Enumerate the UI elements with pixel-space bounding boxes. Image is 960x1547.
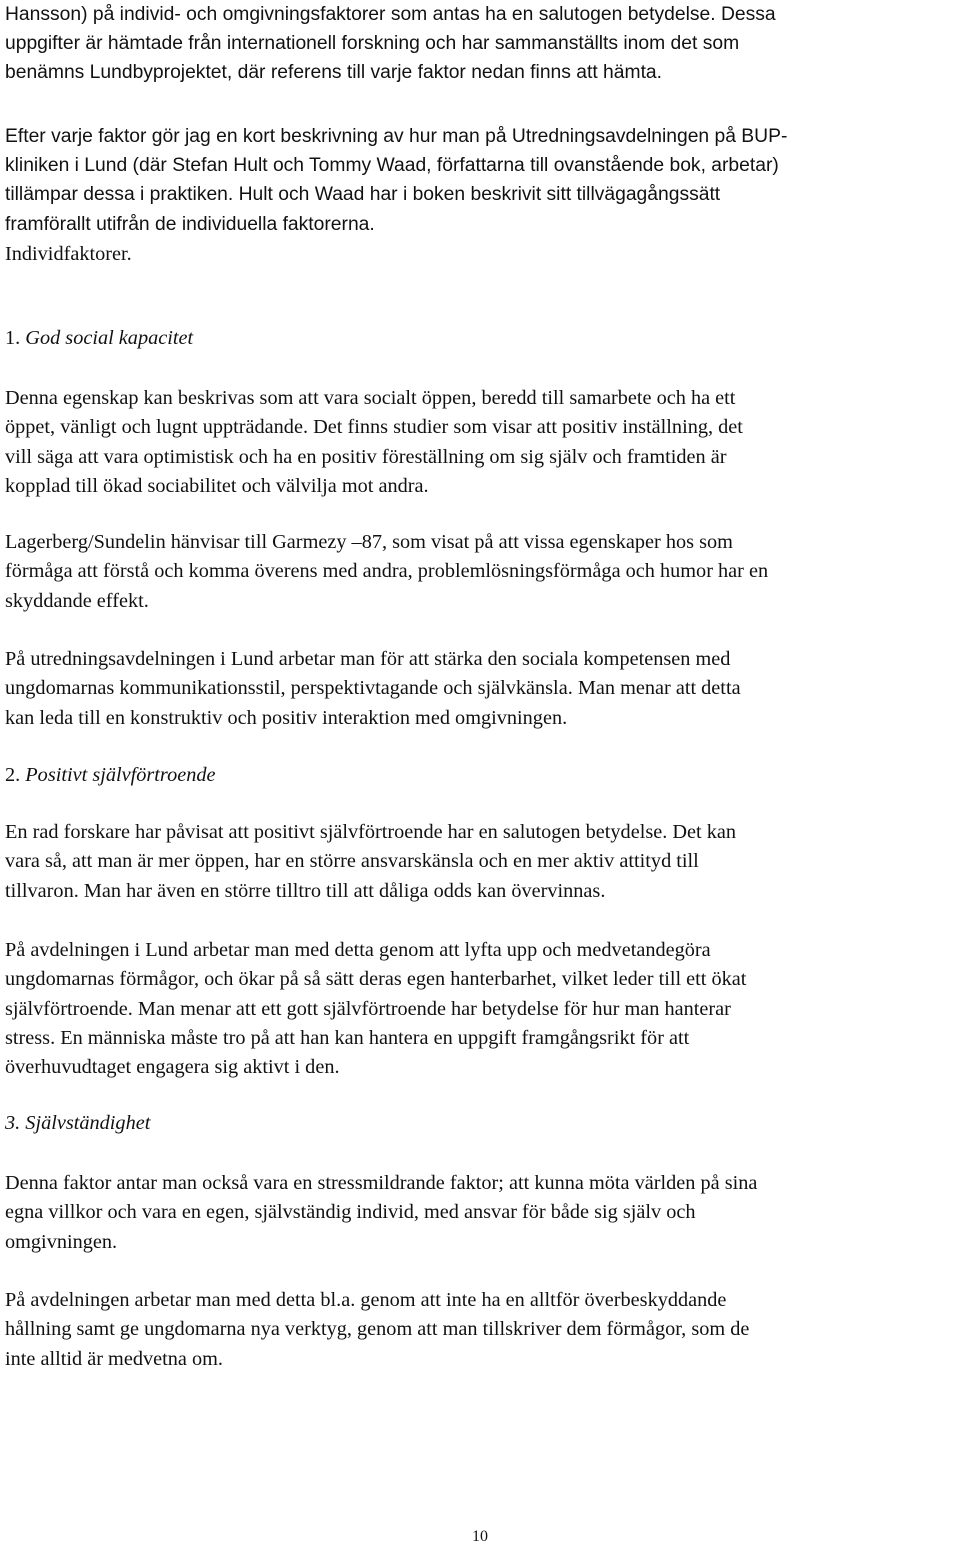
factor-number: 1. xyxy=(5,327,21,349)
text-line: kan leda till en konstruktiv och positiv interaktion med omgivningen. xyxy=(5,706,568,729)
text-line: överhuvudtaget engagera sig aktivt i den. xyxy=(5,1056,340,1079)
factor-2-paragraph-1 xyxy=(5,818,736,906)
factor-title: Positivt självförtroende xyxy=(25,764,216,786)
factor-title: Självständighet xyxy=(25,1112,151,1134)
text-line: inte alltid är medvetna om. xyxy=(5,1347,223,1370)
factor-title: God social kapacitet xyxy=(25,327,194,349)
factor-1-paragraph-1 xyxy=(5,384,743,501)
page-number: 10 xyxy=(472,1528,488,1545)
text-line: vara så, att man är mer öppen, har en större ansvarskänsla och en mer aktiv attityd till xyxy=(5,850,699,873)
text-line: självförtroende. Man menar att ett gott självförtroende har betydelse för hur man hanterar xyxy=(5,997,731,1020)
text-line: En rad forskare har påvisat att positivt självförtroende har en salutogen betydelse. Det kan xyxy=(5,821,737,843)
text-line: Hansson) på individ- och omgivningsfaktorer som antas ha en salutogen betydelse. Dessa xyxy=(5,4,776,25)
text-line: Efter varje faktor gör jag en kort beskrivning av hur man på Utredningsavdelningen på BUP- xyxy=(5,126,788,147)
factor-number: 3. xyxy=(5,1112,21,1134)
method-paragraph xyxy=(5,122,787,239)
text-line: egna villkor och vara en egen, självständig individ, med ansvar för både sig själv och xyxy=(5,1201,696,1224)
text-line: På avdelningen arbetar man med detta bl.a. genom att inte ha en alltför överbeskyddande xyxy=(5,1289,727,1311)
text-line: kliniken i Lund (där Stefan Hult och Tommy Waad, författarna till ovanstående bok, arbetar) xyxy=(5,155,779,177)
text-line: tillvaron. Man har även en större tilltro till att dåliga odds kan övervinnas. xyxy=(5,879,606,902)
text-line: framförallt utifrån de individuella faktorerna. xyxy=(5,213,375,235)
text-line: kopplad till ökad sociabilitet och välvilja mot andra. xyxy=(5,474,429,497)
text-line: benämns Lundbyprojektet, där referens till varje faktor nedan finns att hämta. xyxy=(5,62,663,84)
text-line: vill säga att vara optimistisk och ha en positiv föreställning om sig själv och framtiden är xyxy=(5,445,727,468)
factor-1-heading xyxy=(5,324,193,353)
section-heading-text: Individfaktorer. xyxy=(5,243,132,265)
factor-3-heading xyxy=(5,1109,150,1138)
text-line: stress. En människa måste tro på att han kan hantera en uppgift framgångsrikt för att xyxy=(5,1026,690,1049)
factor-1-paragraph-3 xyxy=(5,645,741,733)
text-line: ungdomarnas kommunikationsstil, perspektivtagande och självkänsla. Man menar att detta xyxy=(5,677,741,700)
text-line: På avdelningen i Lund arbetar man med detta genom att lyfta upp och medvetandegöra xyxy=(5,939,711,961)
text-line: Denna egenskap kan beskrivas som att vara socialt öppen, beredd till samarbete och ha ett xyxy=(5,387,736,409)
text-line: skyddande effekt. xyxy=(5,589,149,612)
text-line: På utredningsavdelningen i Lund arbetar man för att stärka den sociala kompetensen med xyxy=(5,648,731,670)
text-line: ungdomarnas förmågor, och ökar på så sätt deras egen hanterbarhet, vilket leder till ett ökat xyxy=(5,968,747,991)
factor-number: 2. xyxy=(5,764,21,786)
text-line: uppgifter är hämtade från internationell forskning och har sammanställts inom det som xyxy=(5,33,740,55)
factor-2-heading xyxy=(5,761,216,790)
text-line: omgivningen. xyxy=(5,1230,118,1253)
text-line: öppet, vänligt och lugnt uppträdande. Det finns studier som visar att positiv inställning, det xyxy=(5,416,743,439)
text-line: Denna faktor antar man också vara en stressmildrande faktor; att kunna möta världen på sina xyxy=(5,1172,758,1194)
text-line: förmåga att förstå och komma överens med andra, problemlösningsförmåga och humor har en xyxy=(5,560,769,583)
factor-3-paragraph-1 xyxy=(5,1169,757,1257)
intro-paragraph xyxy=(5,0,776,88)
factor-2-paragraph-2 xyxy=(5,936,746,1082)
text-line: hållning samt ge ungdomarna nya verktyg, genom att man tillskriver dem förmågor, som de xyxy=(5,1318,750,1341)
text-line: Lagerberg/Sundelin hänvisar till Garmezy –87, som visat på att vissa egenskaper hos som xyxy=(5,531,733,553)
text-line: tillämpar dessa i praktiken. Hult och Waad har i boken beskrivit sitt tillvägagångssätt xyxy=(5,184,721,206)
factor-3-paragraph-2 xyxy=(5,1286,749,1374)
section-heading xyxy=(5,240,132,269)
factor-1-paragraph-2 xyxy=(5,528,768,616)
